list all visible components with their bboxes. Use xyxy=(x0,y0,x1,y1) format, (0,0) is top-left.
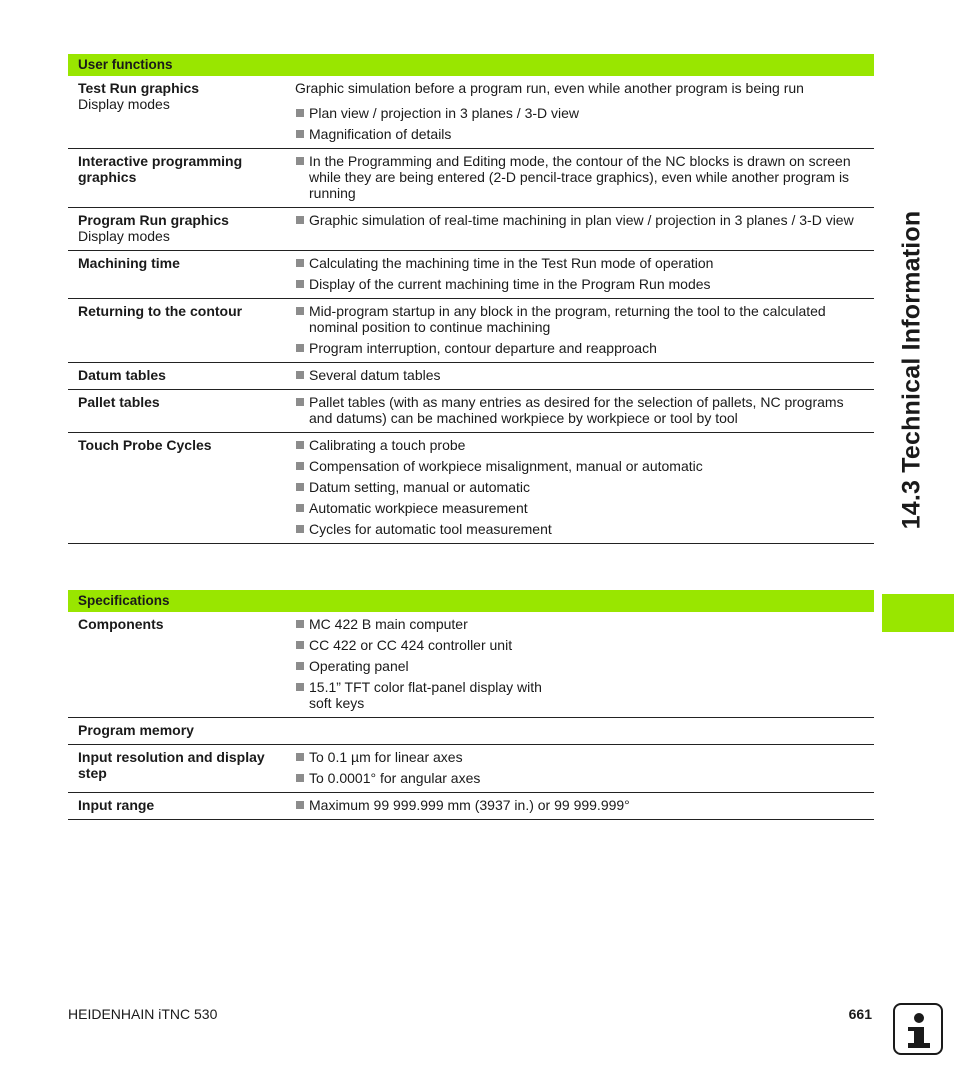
info-icon xyxy=(893,1003,943,1055)
bullet-list xyxy=(295,437,864,537)
bullet-list xyxy=(295,797,864,813)
table-row xyxy=(68,299,874,363)
row-content-cell xyxy=(295,394,874,426)
bullet-item: MC 422 B main computer xyxy=(295,616,864,632)
row-content-cell xyxy=(295,797,874,813)
chapter-side-title-text: 14.3 Technical Information xyxy=(897,210,926,530)
row-label: Input resolution and display step xyxy=(78,749,265,781)
bullet-item: Operating panel xyxy=(295,658,864,674)
row-label: Test Run graphics xyxy=(78,80,200,96)
row-label-cell xyxy=(68,394,295,426)
row-label-cell xyxy=(68,722,295,738)
specifications-header: Specifications xyxy=(68,590,874,612)
row-sublabel: Display modes xyxy=(78,228,170,244)
bullet-item: In the Programming and Editing mode, the contour of the NC blocks is drawn on screen while they are being entered (2-D pencil-trace graphics), even while another program is running xyxy=(295,153,864,201)
bullet-item: Maximum 99 999.999 mm (3937 in.) or 99 999.999° xyxy=(295,797,864,813)
bullet-list xyxy=(295,255,864,292)
bullet-item: To 0.0001° for angular axes xyxy=(295,770,864,786)
row-content-cell xyxy=(295,80,874,142)
table-row xyxy=(68,718,874,745)
bullet-item: Calibrating a touch probe xyxy=(295,437,864,453)
bullet-item: Several datum tables xyxy=(295,367,864,383)
bullet-item: Pallet tables (with as many entries as desired for the selection of pallets, NC programs and datums) can be machined workpiece by workpiece or tool by tool xyxy=(295,394,864,426)
row-content-cell xyxy=(295,303,874,356)
row-intro-text: Graphic simulation before a program run, even while another program is being run xyxy=(295,80,804,96)
row-label: Machining time xyxy=(78,255,180,271)
user-functions-header: User functions xyxy=(68,54,874,76)
bullet-item: Plan view / projection in 3 planes / 3-D view xyxy=(295,105,864,121)
table-row xyxy=(68,76,874,149)
row-label: Program memory xyxy=(78,722,194,738)
bullet-list xyxy=(295,749,864,786)
bullet-list xyxy=(295,616,864,711)
row-label-cell xyxy=(68,616,295,711)
row-label: Program Run graphics xyxy=(78,212,229,228)
row-label-cell xyxy=(68,749,295,786)
row-content-cell xyxy=(295,616,874,711)
specifications-body xyxy=(68,612,874,820)
footer-page-number: 661 xyxy=(848,1006,872,1022)
row-content-cell xyxy=(295,367,874,383)
bullet-item: Automatic workpiece measurement xyxy=(295,500,864,516)
user-functions-table xyxy=(68,54,874,544)
table-row xyxy=(68,745,874,793)
bullet-item: Magnification of details xyxy=(295,126,864,142)
row-label-cell xyxy=(68,797,295,813)
bullet-list xyxy=(295,367,864,383)
bullet-list xyxy=(295,153,864,201)
row-label-cell xyxy=(68,437,295,537)
specifications-table xyxy=(68,590,874,820)
row-label: Components xyxy=(78,616,164,632)
bullet-item: To 0.1 µm for linear axes xyxy=(295,749,864,765)
bullet-item: Program interruption, contour departure and reapproach xyxy=(295,340,864,356)
table-row xyxy=(68,208,874,251)
row-label-cell xyxy=(68,80,295,142)
row-sublabel: Display modes xyxy=(78,96,170,112)
bullet-list xyxy=(295,105,864,142)
row-label: Input range xyxy=(78,797,155,813)
row-content-cell xyxy=(295,212,874,244)
table-row xyxy=(68,612,874,718)
table-row xyxy=(68,251,874,299)
bullet-item: Graphic simulation of real-time machining in plan view / projection in 3 planes / 3-D view xyxy=(295,212,864,228)
row-label-cell xyxy=(68,255,295,292)
bullet-item: 15.1” TFT color flat-panel display with soft keys xyxy=(295,679,864,711)
table-row xyxy=(68,433,874,544)
row-label-cell xyxy=(68,367,295,383)
row-content-cell xyxy=(295,722,874,738)
row-label: Datum tables xyxy=(78,367,166,383)
bullet-item: Mid-program startup in any block in the program, returning the tool to the calculated nominal position to continue machining xyxy=(295,303,864,335)
table-row xyxy=(68,793,874,820)
row-label: Touch Probe Cycles xyxy=(78,437,212,453)
bullet-list xyxy=(295,212,864,228)
bullet-item: Datum setting, manual or automatic xyxy=(295,479,864,495)
bullet-item: Calculating the machining time in the Test Run mode of operation xyxy=(295,255,864,271)
table-row xyxy=(68,149,874,208)
row-label-cell xyxy=(68,153,295,201)
row-label: Returning to the contour xyxy=(78,303,243,319)
table-row xyxy=(68,390,874,433)
bullet-list xyxy=(295,394,864,426)
row-label-cell xyxy=(68,303,295,356)
bullet-item: Display of the current machining time in the Program Run modes xyxy=(295,276,864,292)
bullet-item: Compensation of workpiece misalignment, manual or automatic xyxy=(295,458,864,474)
table-row xyxy=(68,363,874,390)
footer-product-name: HEIDENHAIN iTNC 530 xyxy=(68,1006,218,1022)
row-content-cell xyxy=(295,749,874,786)
row-content-cell xyxy=(295,255,874,292)
row-label-cell xyxy=(68,212,295,244)
bullet-list xyxy=(295,303,864,356)
user-functions-body xyxy=(68,76,874,544)
row-content-cell xyxy=(295,153,874,201)
chapter-tab-marker xyxy=(882,594,954,632)
bullet-item: Cycles for automatic tool measurement xyxy=(295,521,864,537)
bullet-item: CC 422 or CC 424 controller unit xyxy=(295,637,864,653)
row-label: Pallet tables xyxy=(78,394,160,410)
row-label: Interactive programming graphics xyxy=(78,153,243,185)
row-content-cell xyxy=(295,437,874,537)
